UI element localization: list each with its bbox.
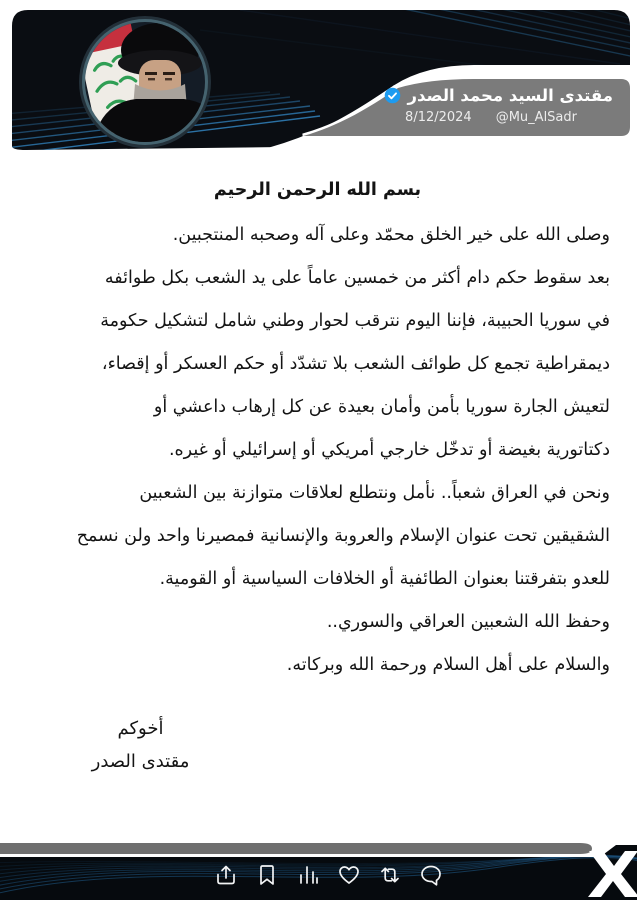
reply-button[interactable] [418,862,444,888]
repost-icon [378,863,402,887]
letter-line: دكتاتورية بغيضة أو تدخّل خارجي أمريكي أو إسرائيلي أو غيره. [168,440,610,460]
letter-line: ديمقراطية تجمع كل طوائف الشعب بلا تشدّد أو حكم العسكر أو إقصاء، [101,354,610,374]
tweet-date: 8/12/2024 [405,110,472,125]
letter-line: وحفظ الله الشعبين العراقي والسوري.. [326,612,610,632]
verified-badge-icon [384,87,401,104]
display-name-row [384,86,613,105]
letter-line: في سوريا الحبيبة، فإننا اليوم نترقب لحوار وطني شامل لتشكيل حكومة [100,311,610,331]
repost-button[interactable] [377,862,403,888]
letter-line: لتعيش الجارة سوريا بأمن وأمان بعيدة عن كل إرهاب داعشي أو [153,397,610,417]
share-icon [214,863,238,887]
meta-row [405,110,577,125]
analytics-button[interactable] [295,862,321,888]
reply-icon [419,863,443,887]
letter-line: للعدو بتفرقتنا بعنوان الطائفية أو الخلافات السياسية أو القومية. [159,569,610,589]
heart-icon [337,863,361,887]
like-button[interactable] [336,862,362,888]
signature-greeting: أخوكم [117,718,164,739]
letter-line: الشقيقين تحت عنوان الإسلام والعروبة والإنسانية فمصيرنا واحد ولن نسمح [76,526,610,546]
letter-line: وصلى الله على خير الخلق محمّد وعلى آله وصحبه المنتجبين. [172,225,610,245]
basmala-heading: بسم الله الرحمن الرحيم [213,180,422,200]
header-banner [0,0,637,162]
letter-line: بعد سقوط حكم دام أكثر من خمسين عاماً على يد الشعب بكل طوائفه [104,268,610,288]
signature-block [58,712,223,778]
tweet-actions-bar [10,862,637,888]
letter-body [25,178,610,687]
letter-line: والسلام على أهل السلام ورحمة الله وبركاته. [286,655,610,675]
user-handle[interactable]: @Mu_AlSadr [495,110,577,125]
analytics-icon [296,863,320,887]
signature-name: مقتدى الصدر [91,751,190,772]
footer-gray-strip [0,843,592,854]
letter-line: ونحن في العراق شعباً.. نأمل ونتطلع لعلاقات متوازنة بين الشعبين [139,483,610,503]
share-button[interactable] [213,862,239,888]
bookmark-icon [255,863,279,887]
display-name[interactable]: مقتدى السيد محمد الصدر [407,86,613,105]
bookmark-button[interactable] [254,862,280,888]
